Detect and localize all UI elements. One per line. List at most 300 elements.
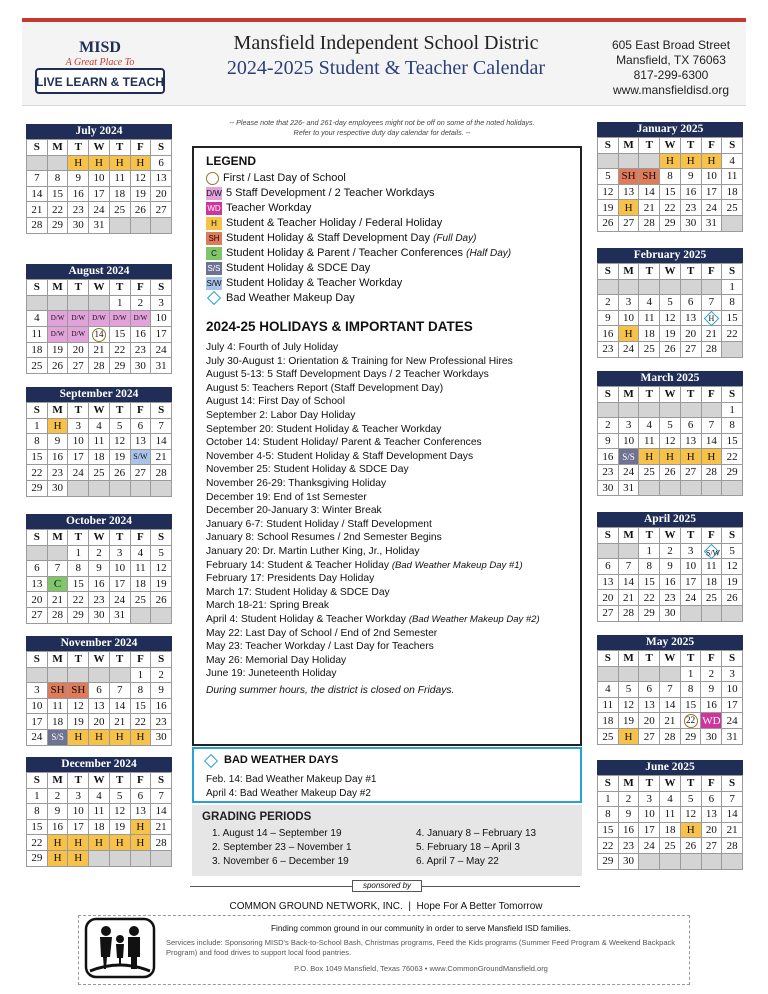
weekday-header: S: [27, 773, 48, 789]
day-cell: 24: [701, 200, 722, 216]
date-note: (Bad Weather Makeup Day #2): [408, 614, 540, 625]
day-cell: 21: [27, 202, 48, 218]
day-cell: 23: [151, 714, 172, 730]
sponsor-mission: Finding common ground in our community in order to serve Mansfield ISD families.: [271, 924, 571, 933]
day-cell: 13: [639, 697, 660, 713]
date-text: August 5-13: 5 Staff Development Days / 2 Teacher Workdays: [206, 369, 489, 381]
day-cell: 27: [639, 729, 660, 745]
day-cell: [27, 155, 48, 171]
grading-period-4: 4. January 8 – February 13: [416, 828, 537, 839]
day-cell: 15: [722, 310, 743, 326]
day-cell: 19: [68, 714, 89, 730]
day-cell: [151, 607, 172, 623]
day-cell: 6: [598, 559, 619, 575]
day-cell: 5: [109, 418, 130, 434]
day-cell: 4: [27, 311, 48, 327]
weekday-header: T: [109, 530, 130, 546]
day-cell: 14: [151, 434, 172, 450]
day-cell: SH: [47, 683, 68, 699]
district-address: [598, 38, 744, 98]
day-cell: 7: [109, 683, 130, 699]
day-cell: 27: [130, 465, 151, 481]
day-cell: 21: [109, 714, 130, 730]
day-cell: 19: [722, 574, 743, 590]
day-cell: 28: [47, 607, 68, 623]
day-cell: 2: [701, 666, 722, 682]
day-cell: 13: [680, 310, 701, 326]
important-date: [206, 423, 441, 436]
day-cell: [660, 279, 681, 295]
day-cell: 27: [701, 838, 722, 854]
weekday-header: S: [151, 530, 172, 546]
weekday-header: W: [660, 776, 681, 792]
day-cell: H: [701, 153, 722, 169]
day-cell: 8: [660, 169, 681, 185]
day-cell: 14: [701, 433, 722, 449]
day-cell: 29: [598, 853, 619, 869]
day-cell: 29: [47, 217, 68, 233]
day-cell: [618, 666, 639, 682]
day-cell: 11: [660, 807, 681, 823]
day-cell: 31: [89, 217, 110, 233]
day-cell: 10: [68, 804, 89, 820]
day-cell: 19: [109, 819, 130, 835]
day-cell: S/W: [130, 449, 151, 465]
weekday-header: M: [618, 776, 639, 792]
day-cell: 19: [151, 576, 172, 592]
month-header: July 2024: [26, 124, 172, 139]
day-cell: 10: [639, 807, 660, 823]
day-cell: 18: [722, 184, 743, 200]
day-cell: H: [680, 153, 701, 169]
day-cell: 9: [660, 559, 681, 575]
month-header: December 2024: [26, 757, 172, 772]
day-cell: [701, 310, 722, 326]
day-cell: 16: [89, 576, 110, 592]
day-cell: [89, 850, 110, 866]
day-cell: D/W: [130, 311, 151, 327]
legend-note: (Full Day): [433, 233, 477, 244]
weekday-header: F: [701, 138, 722, 154]
weekday-header: W: [89, 773, 110, 789]
weekday-header: M: [47, 280, 68, 296]
month-grid: [597, 775, 743, 870]
day-cell: 30: [598, 480, 619, 496]
day-cell: 13: [618, 184, 639, 200]
day-cell: [27, 545, 48, 561]
weekday-header: T: [639, 528, 660, 544]
legend-swatch: S/S: [207, 263, 221, 273]
day-cell: H: [109, 155, 130, 171]
day-cell: 24: [618, 464, 639, 480]
day-cell: 1: [722, 402, 743, 418]
weekday-header: F: [130, 530, 151, 546]
weekday-header: M: [618, 264, 639, 280]
day-cell: 10: [618, 310, 639, 326]
day-cell: 9: [68, 171, 89, 187]
day-cell: 29: [27, 480, 48, 496]
month-grid: [597, 263, 743, 358]
day-cell: 3: [680, 543, 701, 559]
day-cell: H: [130, 155, 151, 171]
day-cell: 3: [151, 295, 172, 311]
first-last-day-marker: 22: [684, 714, 698, 728]
weekday-header: S: [598, 387, 619, 403]
day-cell: 12: [151, 561, 172, 577]
day-cell: 27: [68, 358, 89, 374]
day-cell: 1: [130, 667, 151, 683]
legend-item-first-last: [206, 171, 346, 185]
weekday-header: F: [130, 773, 151, 789]
day-cell: [680, 713, 701, 729]
day-cell: [598, 279, 619, 295]
day-cell: 16: [47, 449, 68, 465]
legend-swatch: D/W: [206, 188, 222, 198]
day-cell: 18: [639, 326, 660, 342]
day-cell: D/W: [109, 311, 130, 327]
day-cell: 10: [68, 434, 89, 450]
day-cell: 18: [89, 819, 110, 835]
day-cell: 28: [618, 605, 639, 621]
day-cell: 28: [27, 217, 48, 233]
important-date: [206, 395, 345, 408]
day-cell: 3: [68, 418, 89, 434]
important-date: [206, 450, 473, 463]
weekday-header: T: [639, 776, 660, 792]
weekday-header: T: [68, 280, 89, 296]
weekday-header: S: [598, 651, 619, 667]
day-cell: H: [68, 835, 89, 851]
day-cell: 9: [618, 807, 639, 823]
day-cell: 24: [89, 202, 110, 218]
weekday-header: F: [701, 387, 722, 403]
weekday-header: S: [722, 387, 743, 403]
weekday-header: S: [722, 264, 743, 280]
weekday-header: M: [618, 387, 639, 403]
day-cell: 20: [151, 186, 172, 202]
weekday-header: F: [130, 280, 151, 296]
legend-item-staff-dev: [206, 186, 435, 200]
day-cell: 15: [130, 698, 151, 714]
day-cell: 3: [639, 791, 660, 807]
duty-day-note: [196, 118, 568, 138]
day-cell: 4: [639, 418, 660, 434]
day-cell: 11: [27, 326, 48, 342]
note-line-1: -- Please note that 226- and 261-day employees might not be off on some of the noted holidays.: [229, 118, 535, 127]
day-cell: 19: [109, 449, 130, 465]
day-cell: 5: [618, 682, 639, 698]
day-cell: 8: [68, 561, 89, 577]
day-cell: 21: [660, 713, 681, 729]
day-cell: 25: [130, 592, 151, 608]
legend-swatch: C: [206, 247, 222, 260]
day-cell: 20: [680, 326, 701, 342]
weekday-header: S: [722, 776, 743, 792]
day-cell: 22: [598, 838, 619, 854]
month-header: August 2024: [26, 264, 172, 279]
legend-label: Student Holiday & Parent / Teacher Conferences: [226, 247, 464, 259]
day-cell: [660, 666, 681, 682]
day-cell: 18: [27, 342, 48, 358]
day-cell: [639, 666, 660, 682]
day-cell: 3: [68, 788, 89, 804]
calendar-march-2025: [597, 371, 743, 496]
weekday-header: M: [47, 530, 68, 546]
day-cell: 28: [701, 341, 722, 357]
day-cell: 12: [680, 807, 701, 823]
day-cell: [89, 295, 110, 311]
day-cell: 26: [722, 590, 743, 606]
day-cell: 12: [598, 184, 619, 200]
day-cell: 18: [89, 449, 110, 465]
day-cell: 12: [722, 559, 743, 575]
date-text: January 20: Dr. Martin Luther King, Jr., Holiday: [206, 546, 420, 557]
weekday-header: F: [130, 403, 151, 419]
weekday-header: F: [701, 528, 722, 544]
day-cell: H: [130, 729, 151, 745]
day-cell: 17: [722, 697, 743, 713]
day-cell: [701, 480, 722, 496]
day-cell: D/W: [89, 311, 110, 327]
day-cell: 8: [27, 804, 48, 820]
day-cell: [68, 667, 89, 683]
day-cell: SH: [639, 169, 660, 185]
day-cell: 7: [660, 682, 681, 698]
day-cell: 26: [598, 215, 619, 231]
day-cell: [680, 605, 701, 621]
calendar-june-2025: [597, 760, 743, 870]
first-last-day-marker: 14: [92, 328, 106, 342]
day-cell: 23: [680, 200, 701, 216]
day-cell: [701, 605, 722, 621]
day-cell: 25: [701, 590, 722, 606]
day-cell: 5: [660, 295, 681, 311]
day-cell: 3: [27, 683, 48, 699]
day-cell: 29: [722, 464, 743, 480]
address-website: www.mansfieldisd.org: [612, 83, 730, 97]
day-cell: 22: [130, 714, 151, 730]
day-cell: 4: [598, 682, 619, 698]
day-cell: 17: [68, 819, 89, 835]
important-date: [206, 477, 386, 490]
day-cell: 11: [130, 561, 151, 577]
day-cell: 25: [598, 729, 619, 745]
day-cell: 25: [89, 465, 110, 481]
date-text: March 18-21: Spring Break: [206, 600, 330, 612]
weekday-header: T: [109, 652, 130, 668]
day-cell: 20: [598, 590, 619, 606]
day-cell: 20: [639, 713, 660, 729]
legend-item-holiday: [206, 216, 442, 230]
weekday-header: T: [109, 280, 130, 296]
day-cell: 21: [639, 200, 660, 216]
day-cell: 16: [68, 186, 89, 202]
day-cell: 25: [109, 202, 130, 218]
day-cell: 15: [27, 819, 48, 835]
legend-swatch: SH: [206, 232, 222, 245]
day-cell: 7: [618, 559, 639, 575]
bad-weather-item: April 4: Bad Weather Makeup Day #2: [206, 788, 371, 799]
legend-label: Student Holiday & Staff Development Day: [226, 232, 431, 244]
day-cell: 17: [639, 822, 660, 838]
important-date: [206, 586, 390, 599]
date-text: September 2: Labor Day Holiday: [206, 410, 356, 421]
day-cell: 29: [660, 215, 681, 231]
day-cell: 17: [151, 326, 172, 342]
day-cell: 1: [722, 279, 743, 295]
weekday-header: S: [151, 140, 172, 156]
legend-item-sdce: [206, 261, 370, 275]
day-cell: 8: [27, 434, 48, 450]
sponsor-contact: P.O. Box 1049 Mansfield, Texas 76063 • www.CommonGroundMansfield.org: [294, 964, 548, 973]
weekday-header: S: [722, 651, 743, 667]
day-cell: [722, 605, 743, 621]
day-cell: 16: [151, 698, 172, 714]
day-cell: 24: [151, 342, 172, 358]
day-cell: 6: [701, 791, 722, 807]
day-cell: 11: [639, 310, 660, 326]
weekday-header: T: [680, 387, 701, 403]
weekday-header: S: [27, 140, 48, 156]
day-cell: 17: [680, 574, 701, 590]
day-cell: 1: [598, 791, 619, 807]
day-cell: 25: [722, 200, 743, 216]
day-cell: 5: [151, 545, 172, 561]
day-cell: H: [660, 449, 681, 465]
legend-swatch: S/W: [206, 278, 222, 288]
day-cell: 16: [701, 697, 722, 713]
day-cell: 22: [68, 592, 89, 608]
circle-icon: [206, 172, 219, 185]
weekday-header: W: [660, 387, 681, 403]
date-text: February 14: Student & Teacher Holiday: [206, 559, 389, 571]
date-text: January 8: School Resumes / 2nd Semester Begins: [206, 532, 442, 544]
weekday-header: S: [27, 403, 48, 419]
important-dates-title: 2024-25 HOLIDAYS & IMPORTANT DATES: [206, 319, 473, 334]
legend-label: Student Holiday & Teacher Workday: [226, 277, 403, 289]
day-cell: H: [68, 850, 89, 866]
day-cell: H: [109, 729, 130, 745]
day-cell: 22: [109, 342, 130, 358]
day-cell: 6: [151, 155, 172, 171]
weekday-header: M: [618, 528, 639, 544]
month-header: October 2024: [26, 514, 172, 529]
day-cell: 6: [680, 418, 701, 434]
weekday-header: M: [47, 773, 68, 789]
important-date: [206, 409, 355, 422]
day-cell: 25: [639, 341, 660, 357]
weekday-header: S: [598, 138, 619, 154]
month-grid: [597, 386, 743, 496]
day-cell: 16: [618, 822, 639, 838]
weekday-header: F: [130, 140, 151, 156]
day-cell: [109, 850, 130, 866]
day-cell: 24: [722, 713, 743, 729]
month-header: February 2025: [597, 248, 743, 263]
bad-weather-marker: [704, 311, 720, 327]
important-date: [206, 654, 346, 667]
day-cell: 1: [680, 666, 701, 682]
bad-weather-marker: [704, 544, 720, 560]
day-cell: 25: [660, 838, 681, 854]
day-cell: [598, 666, 619, 682]
day-cell: 14: [639, 184, 660, 200]
misd-logo: [34, 36, 166, 96]
legend-label: Student & Teacher Holiday / Federal Holiday: [226, 217, 443, 229]
month-header: May 2025: [597, 635, 743, 650]
day-cell: 11: [47, 698, 68, 714]
day-cell: 21: [151, 449, 172, 465]
day-cell: 14: [660, 697, 681, 713]
day-cell: 1: [27, 418, 48, 434]
day-cell: [639, 480, 660, 496]
day-cell: 27: [598, 605, 619, 621]
day-cell: 17: [701, 184, 722, 200]
important-date: [206, 531, 442, 544]
day-cell: [680, 279, 701, 295]
day-cell: [722, 341, 743, 357]
weekday-header: T: [680, 264, 701, 280]
day-cell: 21: [701, 326, 722, 342]
month-header: November 2024: [26, 636, 172, 651]
day-cell: [109, 217, 130, 233]
month-grid: [26, 402, 172, 497]
date-text: July 30-August 1: Orientation & Training for New Professional Hires: [206, 355, 513, 367]
day-cell: 10: [27, 698, 48, 714]
day-cell: 14: [151, 804, 172, 820]
day-cell: [722, 480, 743, 496]
day-cell: 7: [151, 418, 172, 434]
note-line-2: Refer to your respective duty day calendar for details. --: [293, 128, 471, 137]
day-cell: 31: [722, 729, 743, 745]
day-cell: [701, 279, 722, 295]
weekday-header: T: [68, 530, 89, 546]
date-text: May 26: Memorial Day Holiday: [206, 654, 347, 666]
weekday-header: M: [47, 652, 68, 668]
month-grid: [597, 527, 743, 622]
day-cell: 23: [130, 342, 151, 358]
weekday-header: T: [68, 773, 89, 789]
day-cell: 8: [680, 682, 701, 698]
day-cell: [618, 279, 639, 295]
day-cell: 5: [722, 543, 743, 559]
day-cell: 19: [618, 713, 639, 729]
day-cell: [660, 402, 681, 418]
day-cell: [639, 279, 660, 295]
day-cell: 17: [27, 714, 48, 730]
day-cell: [109, 667, 130, 683]
day-cell: 2: [618, 791, 639, 807]
day-cell: 19: [47, 342, 68, 358]
weekday-header: S: [598, 528, 619, 544]
day-cell: 24: [68, 465, 89, 481]
day-cell: D/W: [68, 326, 89, 342]
day-cell: 15: [68, 576, 89, 592]
weekday-header: S: [27, 280, 48, 296]
calendar-december-2024: [26, 757, 172, 867]
day-cell: 30: [89, 607, 110, 623]
day-cell: 11: [89, 804, 110, 820]
day-cell: 13: [130, 434, 151, 450]
grading-period-1: 1. August 14 – September 19: [212, 828, 342, 839]
day-cell: H: [130, 819, 151, 835]
day-cell: H: [89, 835, 110, 851]
month-grid: [597, 137, 743, 232]
weekday-header: M: [47, 403, 68, 419]
day-cell: 30: [151, 729, 172, 745]
weekday-header: T: [639, 138, 660, 154]
day-cell: 30: [47, 480, 68, 496]
